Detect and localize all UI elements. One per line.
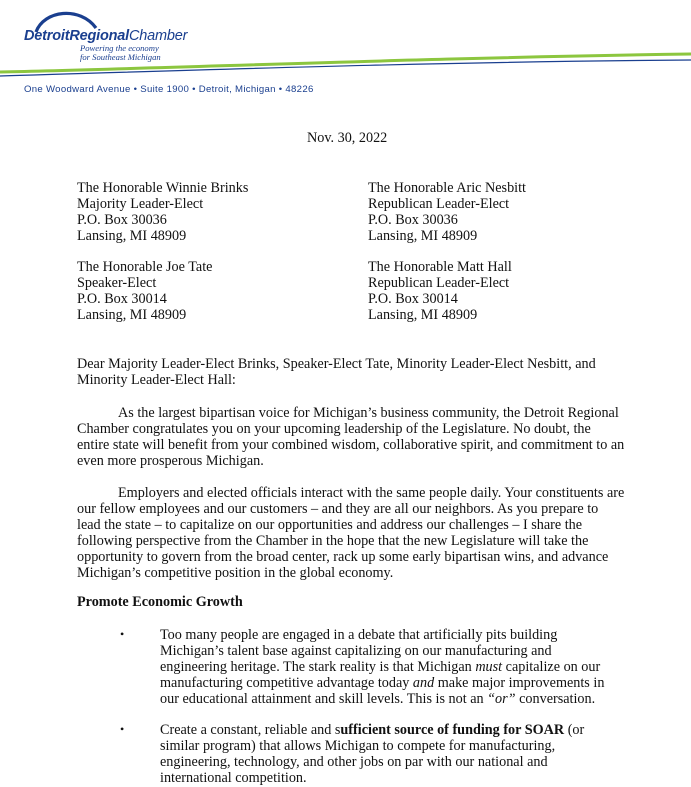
- recipient-city: Lansing, MI 48909: [77, 307, 187, 323]
- recipient-city: Lansing, MI 48909: [368, 307, 478, 323]
- recipient-title: Speaker-Elect: [77, 275, 157, 291]
- section-heading: Promote Economic Growth: [77, 594, 243, 610]
- recipient-block: [77, 259, 212, 323]
- header-swoosh-decoration: [0, 40, 691, 90]
- salutation: Dear Majority Leader-Elect Brinks, Speaker-Elect Tate, Minority Leader-Elect Nesbitt, and Minority Leader-Elect Hall:: [77, 356, 596, 388]
- recipient-pobox: P.O. Box 30036: [77, 212, 167, 228]
- recipient-block: [368, 180, 526, 244]
- bullet-text: Create a constant, reliable and sufficient source of funding for SOAR (or similar program) that allows Michigan to compete for manufacturing, engineering, technology, and other jobs on par with our national and international competition.: [160, 722, 585, 786]
- logo-wordmark: DetroitRegionalChamber: [24, 28, 188, 44]
- recipient-pobox: P.O. Box 30014: [368, 291, 458, 307]
- recipient-title: Republican Leader-Elect: [368, 196, 510, 212]
- recipient-pobox: P.O. Box 30014: [77, 291, 167, 307]
- letterhead-address: One Woodward Avenue • Suite 1900 • Detroit, Michigan • 48226: [24, 84, 314, 95]
- letter-date: Nov. 30, 2022: [307, 130, 388, 146]
- bullet-icon: •: [120, 627, 125, 641]
- recipient-city: Lansing, MI 48909: [77, 228, 187, 244]
- recipient-city: Lansing, MI 48909: [368, 228, 478, 244]
- recipient-title: Majority Leader-Elect: [77, 196, 204, 212]
- bullet-text: Too many people are engaged in a debate that artificially pits building Michigan’s talent base against capitalizing on our manufacturing and engineering heritage. The stark reality is that Michigan must capitalize on our manufacturing competitive advantage today and make major improvements in our educational attainment and skill levels. This is not an “or” conversation.: [160, 627, 605, 707]
- recipient-name: The Honorable Aric Nesbitt: [368, 180, 526, 196]
- recipient-name: The Honorable Joe Tate: [77, 259, 213, 275]
- recipient-block: [77, 180, 248, 244]
- recipient-block: [368, 259, 512, 323]
- bullet-icon: •: [120, 722, 125, 736]
- recipient-title: Republican Leader-Elect: [368, 275, 510, 291]
- body-paragraph: As the largest bipartisan voice for Michigan’s business community, the Detroit Regional Chamber congratulates you on your upcoming leadership of the Legislature. No doubt, the entire state will benefit from your combined wisdom, collaborative spirit, and commitment to an even more prosperous Michigan.: [77, 405, 625, 469]
- body-paragraph: Employers and elected officials interact with the same people daily. Your constituents are our fellow employees and our customers – and they are all our neighbors. As you prepare to lead the state – to capitalize on our opportunities and address our challenges – I share the following perspective from the Chamber in the hope that the new Legislature will take the opportunity to govern from the broad center, rack up some early bipartisan wins, and advance Michigan’s competitive position in the global economy.: [77, 485, 625, 581]
- recipient-pobox: P.O. Box 30036: [368, 212, 458, 228]
- recipient-name: The Honorable Winnie Brinks: [77, 180, 249, 196]
- recipient-name: The Honorable Matt Hall: [368, 259, 512, 275]
- logo-tagline: Powering the economy for Southeast Michigan: [80, 43, 161, 62]
